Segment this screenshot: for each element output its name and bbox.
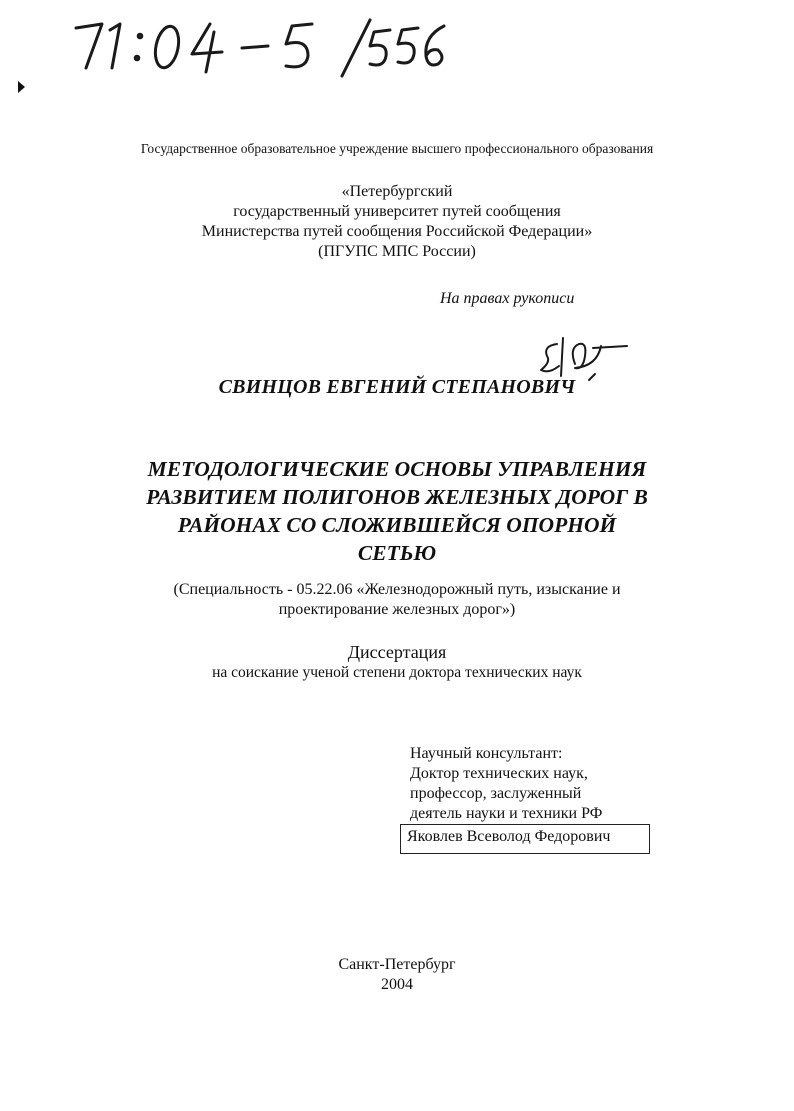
university-line-1: «Петербургский — [341, 183, 453, 200]
consultant-line-3: деятель науки и техники РФ — [410, 805, 603, 822]
consultant-line-1: Доктор технических наук, — [410, 765, 588, 782]
dissertation-label: Диссертация — [347, 642, 447, 662]
place-and-year — [0, 955, 794, 995]
university-block — [0, 182, 794, 262]
university-line-4: (ПГУПС МПС России) — [318, 243, 476, 260]
place: Санкт-Петербург — [338, 956, 456, 973]
handwritten-number-drawing — [72, 10, 452, 80]
university-line-3: Министерства путей сообщения Российской Федерации» — [201, 223, 593, 240]
handwritten-catalog-number — [72, 10, 452, 80]
title-line-4: СЕТЬЮ — [357, 541, 437, 565]
specialty-line-1: (Специальность - 05.22.06 «Железнодорожный путь, изыскание и — [173, 581, 621, 598]
dissertation-purpose: на соискание ученой степени доктора технических наук — [212, 664, 582, 681]
manuscript-rights: На правах рукописи — [440, 290, 575, 307]
handwritten-signature — [535, 330, 630, 382]
title-line-2: РАЗВИТИЕМ ПОЛИГОНОВ ЖЕЛЕЗНЫХ ДОРОГ В — [146, 485, 648, 509]
consultant-name-box: Яковлев Всеволод Федорович — [400, 824, 650, 854]
title-line-1: МЕТОДОЛОГИЧЕСКИЕ ОСНОВЫ УПРАВЛЕНИЯ — [147, 457, 647, 481]
specialty-block — [0, 580, 794, 620]
consultant-line-2: профессор, заслуженный — [410, 785, 582, 802]
institution-type — [0, 140, 794, 157]
signature-drawing — [535, 330, 630, 382]
page-marker-icon — [18, 80, 26, 92]
university-line-2: государственный университет путей сообщения — [233, 203, 561, 220]
year: 2004 — [381, 976, 413, 993]
specialty-line-2: проектирование железных дорог») — [278, 601, 516, 618]
institution-line: Государственное образовательное учреждение высшего профессионального образования — [140, 141, 654, 156]
dissertation-title — [0, 455, 794, 567]
title-line-3: РАЙОНАХ СО СЛОЖИВШЕЙСЯ ОПОРНОЙ — [177, 513, 617, 537]
author-name: СВИНЦОВ ЕВГЕНИЙ СТЕПАНОВИЧ — [218, 376, 576, 398]
consultant-block — [410, 744, 602, 824]
consultant-label: Научный консультант: — [410, 745, 563, 762]
